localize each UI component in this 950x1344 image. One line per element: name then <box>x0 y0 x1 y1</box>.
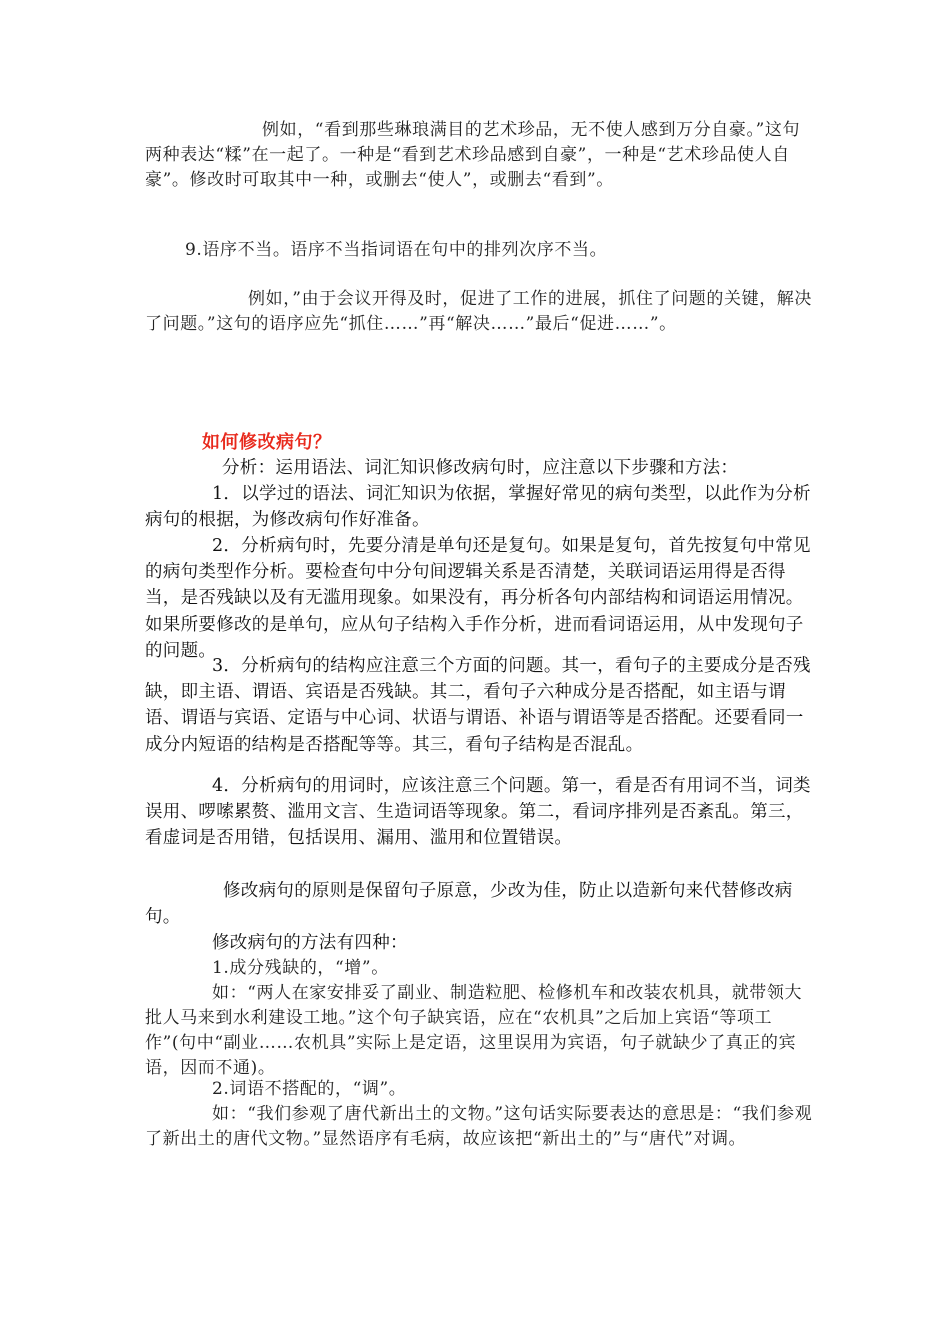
method-1-title: 1.成分残缺的，“增”。 <box>212 958 389 978</box>
step-1: 1．以学过的语法、词汇知识为依据，掌握好常见的病句类型，以此作为分析病句的根据，为修改病句作好准备。 <box>145 484 811 531</box>
example-word-order-paragraph: 例如，”由于会议开得及时，促进了工作的进展，抓住了问题的关键，解决了问题。”这句的语序应先“抓住……”再“解决……”最后“促进……”。 <box>145 289 812 334</box>
methods-intro: 修改病句的方法有四种： <box>212 933 408 953</box>
step-2: 2．分析病句时，先要分清是单句还是复句。如果是复句，首先按复句中常见的病句类型作分析。要检查句中分句间逻辑关系是否清楚，关联词语运用得是否得当，是否残缺以及有无滥用现象。如果没有，再分析各句内部结构和词语运用情况。如果所要修改的是单句，应从句子结构入手作分析，进而看词语运用，从中发现句子的问题。 <box>145 536 811 661</box>
item-9-word-order: 9.语序不当。语序不当指词语在句中的排列次序不当。 <box>185 240 608 260</box>
analysis-intro: 分析：运用语法、词汇知识修改病句时，应注意以下步骤和方法： <box>222 458 739 478</box>
method-2-title: 2.词语不搭配的，“调”。 <box>212 1079 407 1099</box>
method-2-example: 如：“我们参观了唐代新出土的文物。”这句话实际要表达的意思是：“我们参观了新出土的唐代文物。”显然语序有毛病，故应该把“新出土的”与“唐代”对调。 <box>145 1104 813 1149</box>
step-3: 3．分析病句的结构应注意三个方面的问题。其一，看句子的主要成分是否残缺，即主语、谓语、宾语是否残缺。其二，看句子六种成分是否搭配，如主语与谓语、谓语与宾语、定语与中心词、状语与谓语、补语与谓语等是否搭配。还要看同一成分内短语的结构是否搭配等等。其三，看句子结构是否混乱。 <box>145 656 811 755</box>
revision-principle: 修改病句的原则是保留句子原意，少改为佳，防止以造新句来代替修改病句。 <box>145 881 793 928</box>
example-overlap-paragraph: 例如，“看到那些琳琅满目的艺术珍品，无不使人感到万分自豪。”这句两种表达“糅”在一起了。一种是“看到艺术珍品感到自豪”，一种是“艺术珍品使人自豪”。修改时可取其中一种，或删去“使人”，或删去“看到”。 <box>145 120 801 190</box>
section-heading: 如何修改病句？ <box>202 432 332 453</box>
step-4: 4．分析病句的用词时，应该注意三个问题。第一，看是否有用词不当，词类误用、啰嗦累赘、滥用文言、生造词语等现象。第二，看词序排列是否紊乱。第三，看虚词是否用错，包括误用、漏用、滥用和位置错误。 <box>145 776 811 849</box>
method-1-example: 如：“两人在家安排妥了副业、制造粒肥、检修机车和改装农机具，就带领大批人马来到水利建设工地。”这个句子缺宾语，应在“农机具”之后加上宾语“等项工作”(句中“副业……农机具”实际上是定语，这里误用为宾语，句子就缺少了真正的宾语，因而不通)。 <box>145 983 803 1078</box>
